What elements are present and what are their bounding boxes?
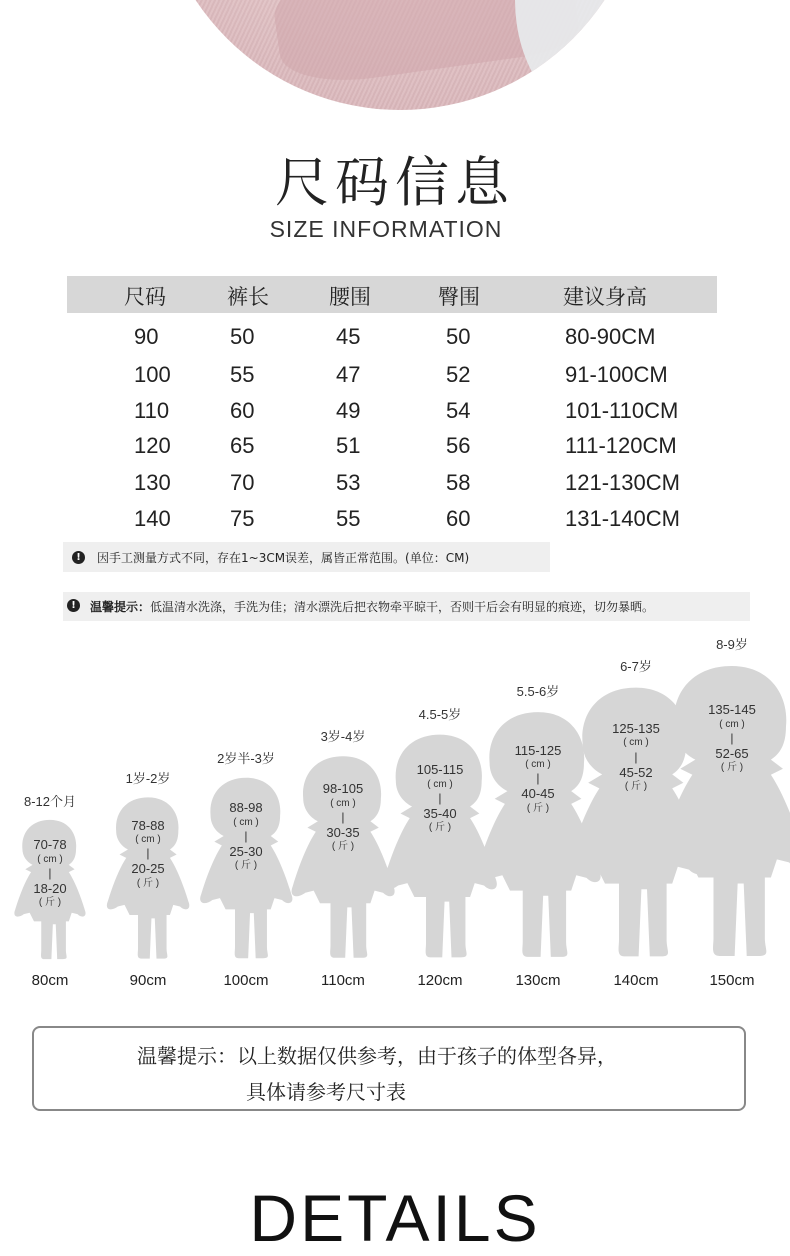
kid-weight-range: 30-35	[326, 825, 360, 841]
kid-weight-unit: ( 斤 )	[136, 877, 160, 889]
table-cell: 47	[336, 362, 361, 387]
table-cell: 70	[230, 470, 255, 495]
page-title-en: SIZE INFORMATION	[269, 216, 503, 242]
measure-note-text: 因手工测量方式不同，存在1~3CM误差，属皆正常范围。(单位：CM)	[97, 551, 470, 565]
table-cell: 100	[134, 362, 171, 387]
kid-weight-unit: ( 斤 )	[428, 822, 452, 834]
kid-weight-range: 52-65	[715, 746, 749, 762]
kid-cm-range: 70-78	[33, 837, 67, 853]
table-cell: 80-90CM	[565, 324, 656, 349]
care-note-label: 温馨提示：	[90, 600, 151, 614]
table-cell: 50	[446, 324, 471, 349]
kid-weight-range: 35-40	[423, 806, 457, 822]
care-note-text	[90, 598, 654, 615]
table-cell: 131-140CM	[565, 506, 680, 531]
table-cell: 60	[446, 506, 471, 531]
table-header-cell: 腰围	[329, 286, 371, 309]
kid-height-label: 90cm	[129, 972, 167, 989]
table-cell: 45	[336, 324, 361, 349]
kid-cm-unit: ( cm )	[233, 816, 259, 828]
table-cell: 65	[230, 433, 255, 458]
kid-divider: |	[438, 791, 442, 806]
care-note-body: 低温清水洗涤，手洗为佳；清水漂洗后把衣物牵平晾干，否则干后会有明显的痕迹，切勿暴晒。	[150, 600, 655, 614]
kid-height-label: 80cm	[31, 972, 69, 989]
table-cell: 110	[134, 398, 170, 423]
kid-age-label: 3岁-4岁	[320, 729, 366, 744]
kid-figure	[638, 637, 790, 989]
kid-divider: |	[634, 749, 638, 764]
table-cell: 120	[134, 433, 171, 458]
table-cell: 121-130CM	[565, 470, 680, 495]
kid-divider: |	[244, 829, 248, 844]
kid-weight-unit: ( 斤 )	[234, 860, 258, 872]
kid-cm-unit: ( cm )	[525, 758, 551, 770]
kid-age-label: 2岁半-3岁	[217, 751, 275, 766]
kid-weight-unit: ( 斤 )	[526, 802, 550, 814]
table-cell: 111-120CM	[565, 433, 677, 458]
kid-weight-unit: ( 斤 )	[38, 897, 62, 909]
warning-icon: !	[72, 551, 85, 564]
kid-weight-unit: ( 斤 )	[720, 762, 744, 774]
kid-divider: |	[48, 866, 52, 881]
kid-cm-range: 125-135	[612, 721, 660, 737]
kid-cm-range: 88-98	[229, 800, 263, 816]
table-cell: 50	[230, 324, 255, 349]
kid-cm-range: 105-115	[416, 762, 464, 778]
kid-divider: |	[536, 771, 540, 786]
table-cell: 130	[134, 470, 171, 495]
table-cell: 54	[446, 398, 471, 423]
kid-age-label: 8-12个月	[23, 794, 77, 809]
table-header-cell: 臀围	[438, 286, 480, 309]
table-header-cell: 尺码	[124, 286, 166, 309]
table-cell: 56	[446, 433, 471, 458]
tip-line-2: 具体请参考尺寸表	[246, 1080, 406, 1104]
tip-box	[32, 1026, 746, 1111]
table-cell: 52	[446, 362, 471, 387]
hero-product-image	[0, 0, 790, 115]
table-header-cell: 建议身高	[563, 286, 647, 309]
measure-note	[63, 542, 550, 572]
table-cell: 140	[134, 506, 171, 531]
table-cell: 58	[446, 470, 471, 495]
table-cell: 90	[134, 324, 159, 349]
kid-cm-unit: ( cm )	[330, 797, 356, 809]
kid-cm-range: 98-105	[322, 781, 364, 797]
kid-height-label: 140cm	[613, 972, 659, 989]
table-cell: 75	[230, 506, 255, 531]
kid-divider: |	[146, 846, 150, 861]
page-title-cn: 尺码信息	[275, 151, 515, 214]
kid-weight-range: 25-30	[229, 844, 263, 860]
table-cell: 60	[230, 398, 255, 423]
kid-size-info	[638, 702, 790, 775]
kid-height-label: 110cm	[321, 972, 365, 989]
kid-height-label: 100cm	[223, 972, 269, 989]
care-note	[63, 592, 750, 621]
kid-age-label: 6-7岁	[620, 659, 652, 674]
kid-cm-unit: ( cm )	[135, 833, 161, 845]
table-cell: 91-100CM	[565, 362, 668, 387]
kid-age-label: 4.5-5岁	[418, 707, 462, 722]
kid-age-label: 8-9岁	[716, 637, 748, 652]
table-cell: 55	[230, 362, 255, 387]
kid-weight-range: 45-52	[619, 764, 653, 780]
kid-age-label: 1岁-2岁	[125, 771, 171, 786]
kid-cm-unit: ( cm )	[427, 778, 453, 790]
details-heading: DETAILS	[249, 1181, 541, 1255]
kid-weight-range: 20-25	[131, 861, 165, 877]
warning-icon: !	[67, 599, 80, 612]
kid-weight-range: 18-20	[33, 881, 67, 897]
kids-size-illustration	[0, 637, 790, 1000]
table-cell: 51	[336, 433, 361, 458]
kid-cm-range: 135-145	[708, 702, 756, 718]
kid-cm-range: 78-88	[131, 817, 165, 833]
table-header-cell: 裤长	[227, 286, 269, 309]
kid-age-label: 5.5-6岁	[516, 684, 560, 699]
table-cell: 55	[336, 506, 361, 531]
table-cell: 101-110CM	[565, 398, 679, 423]
kid-figure	[5, 794, 95, 989]
table-cell: 53	[336, 470, 361, 495]
kid-figure	[96, 771, 200, 989]
kid-weight-range: 40-45	[521, 786, 555, 802]
kid-size-info	[5, 837, 95, 910]
product-photo-circle	[155, 0, 645, 110]
kid-size-info	[96, 818, 200, 891]
kid-height-label: 150cm	[709, 972, 755, 989]
kid-divider: |	[341, 810, 345, 825]
kid-height-label: 130cm	[515, 972, 561, 989]
kid-height-label: 120cm	[417, 972, 463, 989]
kid-cm-unit: ( cm )	[719, 718, 745, 730]
kid-cm-unit: ( cm )	[37, 853, 63, 865]
kid-weight-unit: ( 斤 )	[331, 841, 355, 853]
kid-cm-unit: ( cm )	[623, 737, 649, 749]
kid-divider: |	[730, 731, 734, 746]
tip-line-1: 温馨提示：以上数据仅供参考，由于孩子的体型各异，	[137, 1044, 617, 1068]
kid-weight-unit: ( 斤 )	[624, 781, 648, 793]
table-cell: 49	[336, 398, 361, 423]
kid-cm-range: 115-125	[514, 742, 562, 758]
